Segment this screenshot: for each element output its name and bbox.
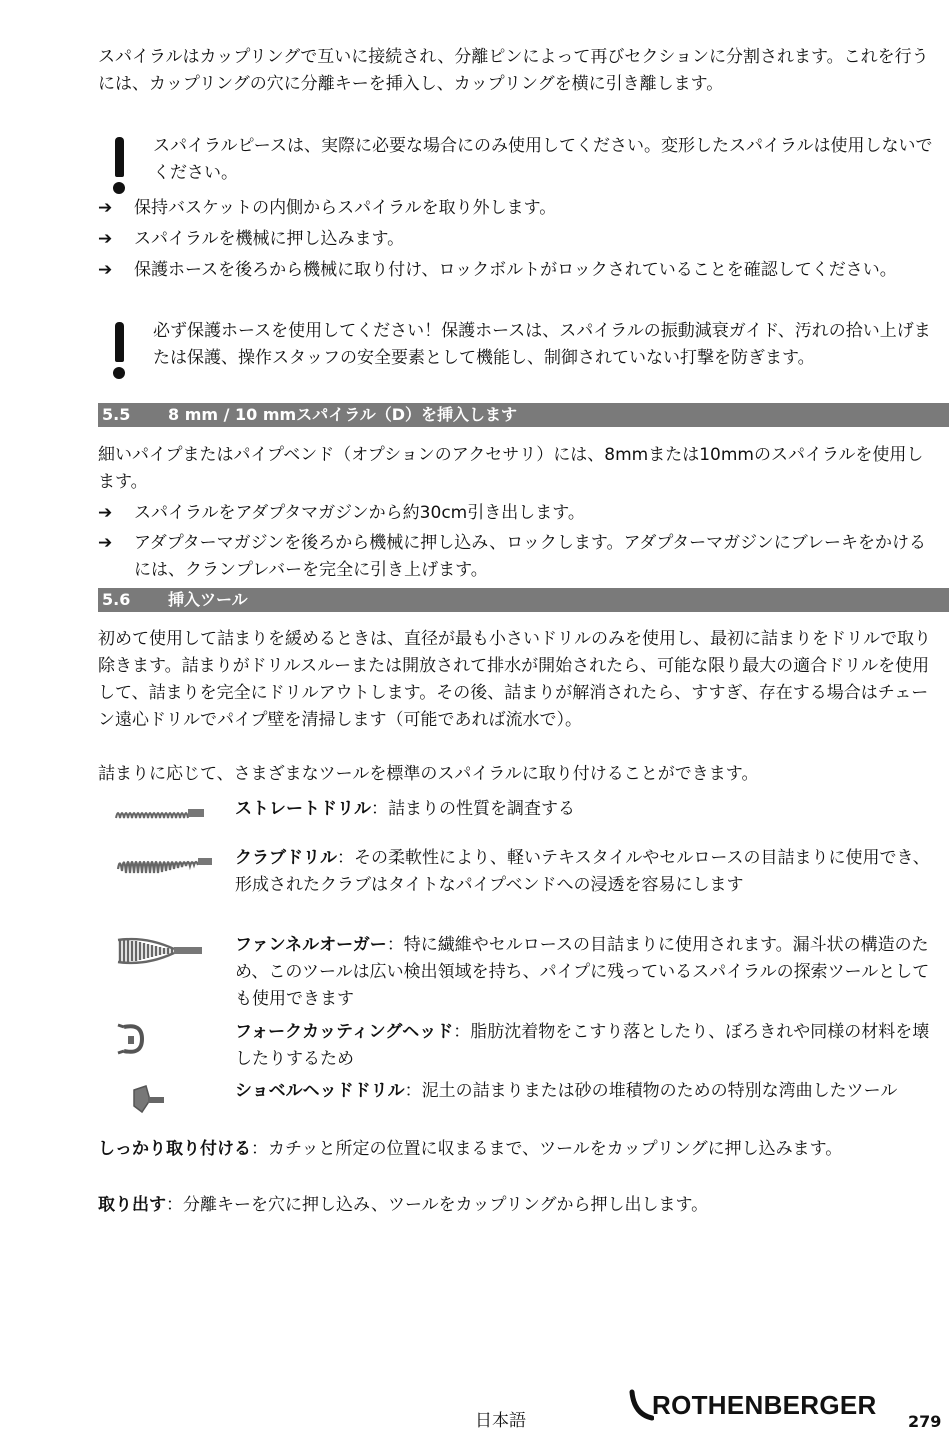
intro-paragraph: スパイラルはカップリングで互いに接続され、分離ピンによって再びセクションに分割されます。これを行うには、カップリングの穴に分離キーを挿入し、カップリングを横に引き離します。	[98, 47, 929, 94]
tool-description	[235, 796, 933, 823]
tool-item	[98, 1019, 933, 1073]
exclamation-icon	[108, 137, 130, 194]
logo-swoosh-icon	[628, 1388, 654, 1422]
step-text: アダプターマガジンを後ろから機械に押し込み、ロックします。アダプターマガジンにブレーキをかけるには、クランプレバーを完全に引き上げます。	[134, 533, 927, 580]
tool-item	[98, 845, 933, 899]
shovel-head-drill-icon	[98, 1078, 228, 1118]
attach-instruction	[98, 1136, 933, 1163]
funnel-auger-icon	[98, 932, 228, 972]
tool-name: フォークカッティングヘッド	[235, 1022, 454, 1042]
section-heading-5-6	[98, 588, 949, 612]
tool-item	[98, 1078, 933, 1105]
remove-instruction	[98, 1192, 933, 1219]
warning-text: スパイラルピースは、実際に必要な場合にのみ使用してください。変形したスパイラルは使用しないでください。	[153, 136, 933, 183]
warning-note-protective-hose	[98, 318, 933, 372]
tool-description	[235, 845, 933, 899]
tool-item	[98, 796, 933, 823]
step-item	[98, 257, 933, 284]
tool-name: ショベルヘッドドリル	[235, 1081, 405, 1101]
attach-text: ：カチッと所定の位置に収まるまで、ツールをカップリングに押し込みます。	[251, 1139, 843, 1159]
exclamation-icon	[108, 322, 130, 379]
tool-text: ：その柔軟性により、軽いテキスタイルやセルロースの目詰まりに使用でき、形成されたクラブはタイトなパイプベンドへの浸透を容易にします	[235, 848, 930, 895]
arrow-right-icon: ➔	[98, 198, 113, 218]
tool-description	[235, 932, 933, 1013]
tool-name: ファンネルオーガー	[235, 935, 387, 955]
step-text: 保護ホースを後ろから機械に取り付け、ロックボルトがロックされていることを確認してください。	[134, 260, 897, 280]
footer-language: 日本語	[475, 1411, 526, 1431]
tools-intro: 詰まりに応じて、さまざまなツールを標準のスパイラルに取り付けることができます。	[98, 764, 759, 784]
warning-text: 必ず保護ホースを使用してください！保護ホースは、スパイラルの振動減衰ガイド、汚れの拾い上げまたは保護、操作スタッフの安全要素として機能し、制御されていない打撃を防ぎます。	[153, 321, 931, 368]
step-item	[98, 500, 933, 527]
step-item	[98, 226, 933, 253]
tool-text: ：特に繊維やセルロースの目詰まりに使用されます。漏斗状の構造のため、このツールは広い検出領域を持ち、パイプに残っているスパイラルの探索ツールとしても使用できます	[235, 935, 930, 1009]
arrow-right-icon: ➔	[98, 503, 113, 523]
step-text: スパイラルをアダプタマガジンから約30cm引き出します。	[134, 503, 585, 523]
straight-drill-icon	[98, 796, 228, 836]
tool-name: クラブドリル	[235, 848, 337, 868]
step-text: 保持バスケットの内側からスパイラルを取り外します。	[134, 198, 557, 218]
remove-text: ：分離キーを穴に押し込み、ツールをカップリングから押し出します。	[166, 1195, 709, 1215]
rothenberger-logo	[628, 1388, 890, 1422]
warning-note-spiral-use	[98, 133, 933, 187]
tool-description	[235, 1019, 933, 1073]
tool-item	[98, 932, 933, 1013]
section-title: 挿入ツール	[168, 590, 248, 609]
step-item	[98, 195, 933, 222]
club-drill-icon	[98, 845, 228, 885]
section-5-5-intro: 細いパイプまたはパイプベンド（オプションのアクセサリ）には、8mmまたは10mmのスパイラルを使用します。	[98, 445, 924, 492]
remove-label: 取り出す	[98, 1195, 166, 1215]
arrow-right-icon: ➔	[98, 533, 113, 553]
section-number: 5.5	[102, 405, 131, 424]
section-5-6-intro: 初めて使用して詰まりを緩めるときは、直径が最も小さいドリルのみを使用し、最初に詰まりをドリルで取り除きます。詰まりがドリルスルーまたは開放されて排水が開始されたら、可能な限り最大の適合ドリルを使用して、詰まりを完全にドリルアウトします。その後、詰まりが解消されたら、すすぎ、存在する場合はチェーン遠心ドリルでパイプ壁を清掃します（可能であれば流水で）。	[98, 629, 931, 730]
arrow-right-icon: ➔	[98, 260, 113, 280]
fork-cutting-head-icon	[98, 1019, 228, 1059]
section-heading-5-5	[98, 403, 949, 427]
step-text: スパイラルを機械に押し込みます。	[134, 229, 405, 249]
section-title: 8 mm / 10 mmスパイラル（D）を挿入します	[168, 405, 518, 424]
step-item	[98, 530, 933, 584]
section-number: 5.6	[102, 590, 131, 609]
tool-text: ：脂肪沈着物をこすり落としたり、ぼろきれや同様の材料を壊したりするため	[235, 1022, 930, 1069]
tool-name: ストレートドリル	[235, 799, 371, 819]
tool-text: ：泥土の詰まりまたは砂の堆積物のための特別な湾曲したツール	[404, 1081, 898, 1101]
tool-text: ：詰まりの性質を調査する	[371, 799, 575, 819]
page-number: 279	[908, 1412, 942, 1431]
tool-description	[235, 1078, 933, 1105]
attach-label: しっかり取り付ける	[98, 1139, 251, 1159]
arrow-right-icon: ➔	[98, 229, 113, 249]
brand-name: ROTHENBERGER	[652, 1390, 877, 1420]
